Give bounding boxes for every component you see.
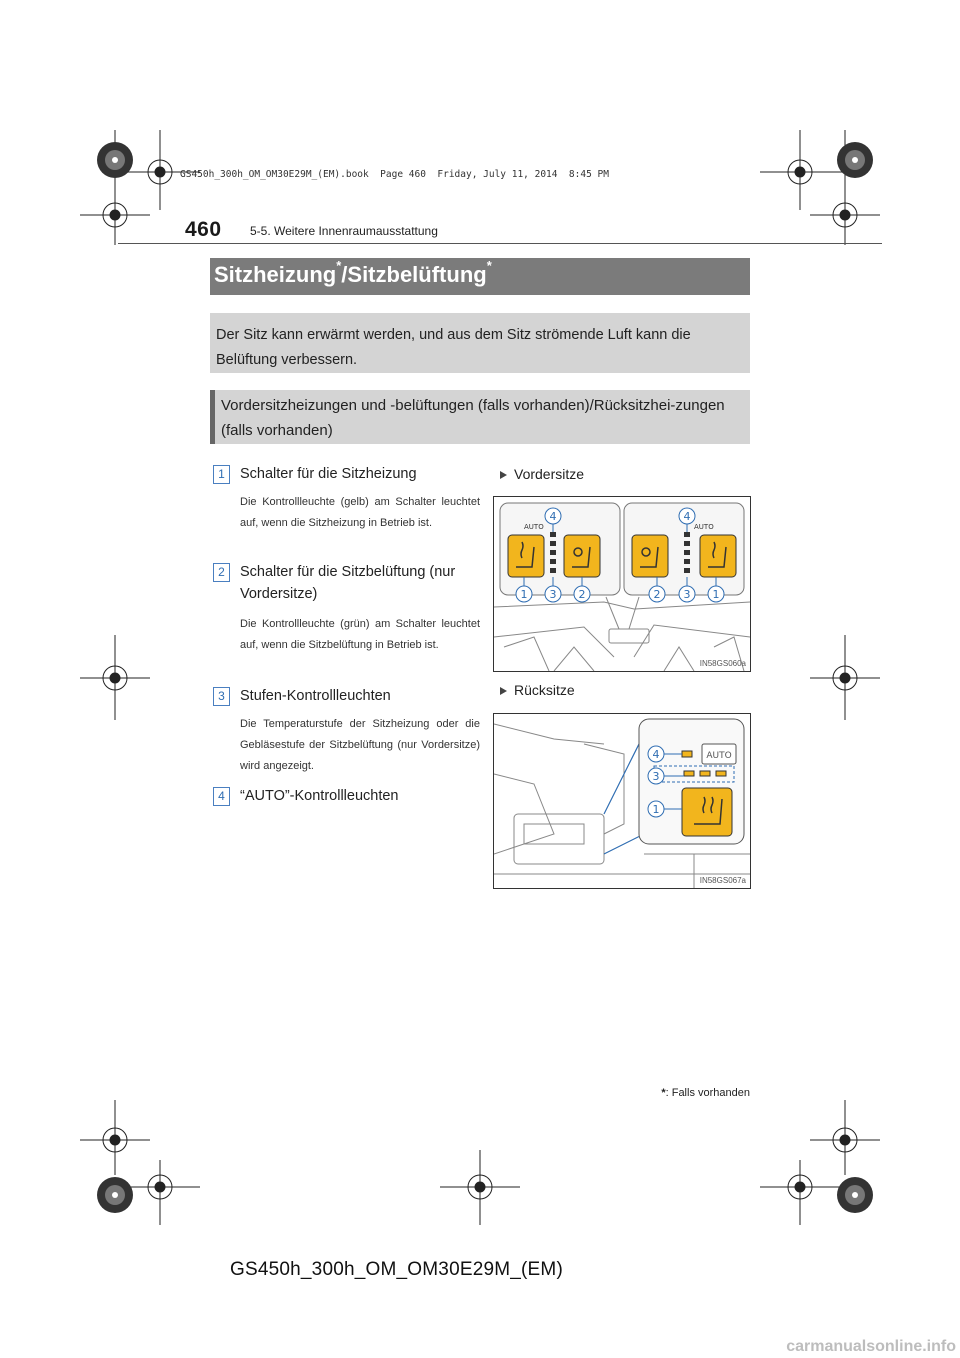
footnote-text: : Falls vorhanden bbox=[665, 1087, 750, 1099]
item-title: “AUTO”-Kontrollleuchten bbox=[240, 788, 399, 804]
callout-number: 3 bbox=[652, 770, 660, 783]
footer-manual-code: GS450h_300h_OM_OM30E29M_(EM) bbox=[230, 1259, 563, 1280]
watermark: carmanualsonline.info bbox=[786, 1338, 956, 1355]
item-description: Die Kontrollleuchte (grün) am Schalter leuchtet auf, wenn die Sitzbelüftung in Betrieb ist. bbox=[240, 618, 480, 651]
triangle-bullet-icon bbox=[500, 687, 507, 695]
item-number: 3 bbox=[213, 687, 230, 706]
item-title: Schalter für die Sitzbelüftung (nur Vordersitze) bbox=[240, 564, 456, 602]
title-band bbox=[210, 258, 750, 295]
front-seats-illustration bbox=[494, 497, 750, 671]
item-number: 4 bbox=[213, 787, 230, 806]
footnote-star: * bbox=[661, 1087, 666, 1099]
callout-number: 3 bbox=[683, 588, 691, 601]
header-rule bbox=[118, 243, 882, 244]
callout-number: 1 bbox=[712, 588, 720, 601]
section-title: 5-5. Weitere Innenraumausstattung bbox=[250, 224, 438, 238]
item-title: Stufen-Kontrollleuchten bbox=[240, 688, 391, 704]
auto-label: AUTO bbox=[694, 523, 714, 531]
callout-number: 4 bbox=[652, 748, 660, 761]
callout-number: 3 bbox=[549, 588, 557, 601]
triangle-bullet-icon bbox=[500, 471, 507, 479]
subheading-band bbox=[210, 390, 750, 444]
auto-label: AUTO bbox=[706, 751, 732, 761]
rear-seats-label: Rücksitze bbox=[500, 682, 575, 698]
callout-number: 2 bbox=[653, 588, 661, 601]
callout-number: 2 bbox=[578, 588, 586, 601]
item-description: Die Temperaturstufe der Sitzheizung oder die Gebläsestufe der Sitzbelüftung (nur Vordersitze) wird angezeigt. bbox=[240, 718, 480, 772]
callout-number: 1 bbox=[520, 588, 528, 601]
intro-text: Der Sitz kann erwärmt werden, und aus dem Sitz strömende Luft kann die Belüftung verbessern. bbox=[216, 327, 691, 368]
page-number: 460 bbox=[185, 218, 222, 241]
auto-label: AUTO bbox=[524, 523, 544, 531]
callout-number: 4 bbox=[549, 510, 557, 523]
item-number: 2 bbox=[213, 563, 230, 582]
figure-code: IN58GS060a bbox=[699, 659, 746, 668]
front-seats-figure bbox=[493, 496, 751, 672]
item-description: Die Kontrollleuchte (gelb) am Schalter leuchtet auf, wenn die Sitzheizung in Betrieb ist. bbox=[240, 496, 480, 529]
front-seats-label: Vordersitze bbox=[500, 466, 584, 482]
intro-band bbox=[210, 313, 750, 373]
book-info-line: GS450h_300h_OM_OM30E29M_(EM).book Page 460 Friday, July 11, 2014 8:45 PM bbox=[180, 169, 609, 180]
footnote bbox=[661, 1087, 750, 1099]
figure-code: IN58GS067a bbox=[699, 876, 746, 885]
rear-seats-illustration bbox=[494, 714, 750, 888]
item-number: 1 bbox=[213, 465, 230, 484]
callout-number: 4 bbox=[683, 510, 691, 523]
page-title: Sitzheizung*/Sitzbelüftung* bbox=[214, 258, 492, 287]
item-title: Schalter für die Sitzheizung bbox=[240, 466, 417, 482]
rear-seats-figure bbox=[493, 713, 751, 889]
callout-number: 1 bbox=[652, 803, 660, 816]
subheading: Vordersitzheizungen und -belüftungen (falls vorhanden)/Rücksitzhei-zungen (falls vorhanden) bbox=[221, 397, 725, 439]
